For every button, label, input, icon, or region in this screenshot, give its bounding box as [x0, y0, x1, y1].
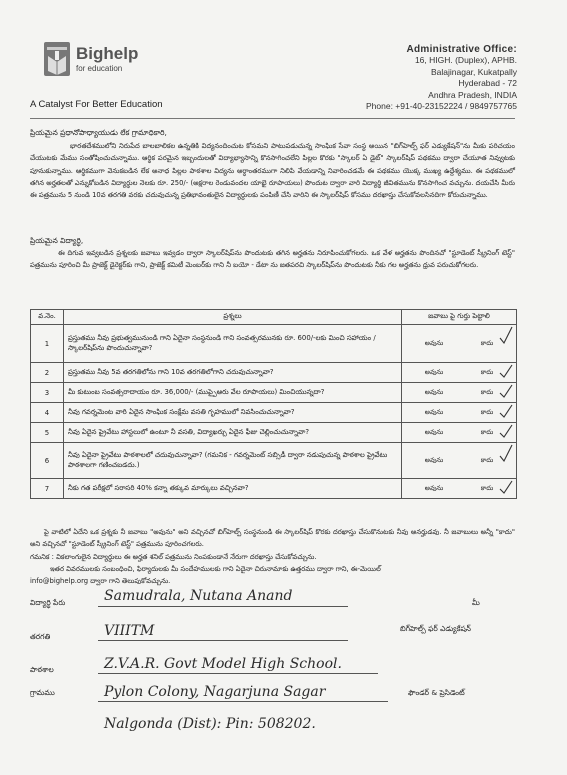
column-header-questions: ప్రశ్నలు [64, 310, 402, 325]
yes-option[interactable]: అవును [424, 455, 444, 464]
table-row [31, 325, 517, 363]
address-line: Hyderabad - 72 [458, 78, 517, 89]
school-value[interactable]: Z.V.A.R. Govt Model High School. [104, 656, 342, 672]
row-number: 6 [31, 443, 64, 479]
row-number: 5 [31, 423, 64, 443]
table-row [31, 363, 517, 383]
phone-line: Phone: +91-40-23152224 / 9849757765 [365, 101, 517, 112]
checkmark-icon [499, 480, 513, 496]
note-paragraph: గమనిక : వికలాంగులైన విద్యార్థులు ఈ అర్హత శనిల్ పత్రమును నింపకుండానే నేరుగా దరఖాస్తు చేసుకోవచ్చును. [30, 553, 317, 561]
row-number: 2 [31, 363, 64, 383]
address-line: Balajinagar, Kukatpally [430, 66, 517, 77]
no-option[interactable]: కాదు [480, 338, 494, 347]
school-underline [98, 673, 378, 674]
table-row [31, 403, 517, 423]
column-header-answer: జవాబు పై గుర్తు పెట్టాలి [402, 310, 517, 325]
row-number: 1 [31, 325, 64, 363]
question-text: ప్రస్తుతము నీవు 5వ తరగతిలోను గాని 10వ తరగతిలోగాని చదువుచున్నావా? [64, 363, 402, 383]
student-name-value[interactable]: Samudrala, Nutana Anand [104, 588, 293, 604]
office-address [366, 44, 517, 112]
yes-option[interactable]: అవును [424, 483, 444, 492]
answer-cell[interactable] [402, 403, 517, 423]
answer-cell[interactable] [402, 383, 517, 403]
student-paragraph: ఈ దిగువ ఇవ్వబడిన ప్రశ్నలకు జవాబు ఇవ్వడం ద్వారా స్కాలర్‌షిప్‌ను పొందుటకు తగిన అర్హతను నిరూపించుకోగలరు. ఒక వేళ అర్హతను పొందినచో "స్టూడెంట్ స్క్రీనింగ్ టెస్ట్" పత్రమును పూరించి మీ ప్రాజెక్ట్ డైరెక్టర్‌కు గాని, ప్రాజెక్ట్ కమిటీ మెంబర్‌కు గాని నీ బయో - డేటా ను జతపరచి స్కాలర్‌షిప్‌ను పొందుటకు నీకు గల అర్హతను ధ్రువ పరుచుకోగలరు. [30, 249, 515, 270]
answer-cell[interactable] [402, 325, 517, 363]
class-label: తరగతి [30, 632, 51, 641]
yes-option[interactable]: అవును [424, 427, 444, 436]
brand-subtitle: for education [76, 64, 123, 73]
checkmark-icon [499, 424, 513, 440]
address-line: 16, HIGH. (Duplex), APHB. [414, 55, 517, 66]
disqualification-paragraph: పై వాటిలో ఏదేని ఒక ప్రశ్నకు నీ జవాబు "అవును" అని వచ్చినచో బిగ్‌హెల్ప్ సంస్థనుండి ఈ స్కాలర్‌షిప్ కొరకు దరఖాస్తు చేసుకొనుటకు నీవు అనర్హుడవు. నీ జవాబులు అన్నీ "కాదు" అని వచ్చినచో "స్టూడెంట్ స్క్రీనింగ్ టెస్ట్" పత్రమును పూరించగలరు. [30, 528, 515, 549]
brand-name: Bighelp [76, 44, 139, 63]
intro-paragraph: భారతదేశములోని నిరుపేద బాలబాలికల ఉన్నతికి విద్యనందించుట కోసమని పాటుపడుచున్న సాంఘిక సేవా సంస్థ అయిన "బిగ్‌హెల్ప్ ఫర్ ఎడ్యుకేషన్"ను మీకు పరిచయం చేయుటకు మేము సంతోషించుచున్నాము. ఆర్థిక పరమైన ఇబ్బందులతో విద్యాభ్యాసాన్ని కొనసాగించలేని పిల్లల కొరకు "స్కాలర్ ఏ డైట్" స్కాలర్‌షిప్ పథకము ద్వారా చేయూత నివ్వుటకు పూనుకున్నాము. ఆర్థికముగా వెనుకబడిన లేక అనాధ పిల్లల పాఠశాల విద్యను అర్ధాంతరముగా నిలిపి వేయడాన్ని నివారించడమే ఈ పథకము యొక్క ముఖ్య ఉద్దేశ్యము. ఈ పథకములో తగిన అర్హతలతో ఎన్నుకోబడిన విద్యార్థుల నెలకు రూ. 250/- (అక్షరాల రెండువందల యాభై రూపాయలు) పొందుట ద్వారా వారి విద్యార్థి జీవితమును కొనసాగించ వచ్చును. దయచేసి మీరు ఈ పత్రమును 5 నుండి 10వ తరగతి వరకు చదువుచున్న ప్రతిభావంతులైన విద్యార్థులకు పంపిణీ చేసి వారిని ఈ స్కాలర్‌షిప్ కోసము దరఖాస్తు చేసుకోవలసినదిగా కోరుచున్నాము. [30, 142, 515, 200]
school-label: పాఠశాల [30, 665, 54, 674]
question-text: నీవు గవర్నమెంట వారి ఏదైన సాంఘిక సంక్షేమ వసతి గృహములో నివసించుచున్నావా? [64, 403, 402, 423]
question-text: ప్రస్తుతము నీవు ప్రభుత్వమునుండి గాని ఏదైనా సంస్థనుండి గాని సంవత్సరమునకు రూ. 600/-లకు మించి సహాయం / స్కాలర్‌షిప్‌ను పొందుచున్నావా? [64, 325, 402, 363]
table-row [31, 443, 517, 479]
checkmark-icon [499, 326, 513, 346]
no-option[interactable]: కాదు [480, 483, 494, 492]
question-text: నీవు ఏదైనా ప్రైవేటు పాఠశాలలో చదువుచున్నావా? (గమనిక - గవర్నమెంట్ సబ్సిడీ ద్వారా నడుపుచున్న పాఠశాల ప్రైవేటు పాఠశాలగా గణించబడదు.) [64, 443, 402, 479]
office-title: Administrative Office: [406, 44, 517, 55]
signature-title: ఫౌండర్ & ప్రెసిడెంట్ [408, 688, 465, 697]
checkmark-icon [499, 404, 513, 420]
signature-mi: మీ [472, 598, 480, 607]
checkmark-icon [499, 364, 513, 380]
table-row [31, 383, 517, 403]
checkmark-icon [499, 444, 513, 464]
yes-option[interactable]: అవును [424, 367, 444, 376]
row-number: 7 [31, 479, 64, 499]
yes-option[interactable]: అవును [424, 387, 444, 396]
no-option[interactable]: కాదు [480, 387, 494, 396]
question-text: నీకు గత పరీక్షలో సరాసరి 40% కన్నా తక్కువ మార్కులు వచ్చినవా? [64, 479, 402, 499]
tagline: A Catalyst For Better Education [30, 99, 163, 110]
class-underline [98, 640, 348, 641]
table-row [31, 479, 517, 499]
no-option[interactable]: కాదు [480, 427, 494, 436]
eligibility-table [30, 309, 517, 499]
table-header-row [31, 310, 517, 325]
answer-cell[interactable] [402, 423, 517, 443]
no-option[interactable]: కాదు [480, 407, 494, 416]
no-option[interactable]: కాదు [480, 367, 494, 376]
row-number: 3 [31, 383, 64, 403]
contact-email-line: info@bighelp.org ద్వారా గాని తెలుపుకోవచ్చును. [30, 577, 171, 585]
yes-option[interactable]: అవును [424, 338, 444, 347]
yes-option[interactable]: అవును [424, 407, 444, 416]
no-option[interactable]: కాదు [480, 455, 494, 464]
address-line: Andhra Pradesh, INDIA [428, 89, 517, 100]
answer-cell[interactable] [402, 443, 517, 479]
village-value-line2[interactable]: Nalgonda (Dist): Pin: 508202. [104, 716, 316, 732]
name-underline [98, 606, 348, 607]
bighelp-logo-icon [44, 42, 70, 76]
village-value-line1[interactable]: Pylon Colony, Nagarjuna Sagar [104, 684, 326, 700]
class-value[interactable]: VIIITM [104, 623, 155, 639]
answer-cell[interactable] [402, 363, 517, 383]
row-number: 4 [31, 403, 64, 423]
village-underline [98, 701, 388, 702]
village-label: గ్రామము [30, 688, 55, 697]
table-row [31, 423, 517, 443]
checkmark-icon [499, 384, 513, 400]
answer-cell[interactable] [402, 479, 517, 499]
signature-organization: బిగ్‌హెల్ప్ ఫర్ ఎడ్యుకేషన్ [400, 624, 471, 633]
column-header-no: వ.నెం. [31, 310, 64, 325]
question-text: మీ కుటుంబ సంవత్సరాదాయం రూ. 36,000/- (ముప్పైఆరు వేల రూపాయలు) మించియున్నదా? [64, 383, 402, 403]
header-divider [30, 118, 515, 119]
question-text: నీవు ఏదైన ప్రైవేటు హాస్టలులో ఉంటూ నీ వసతి, విద్యాఖర్చు ఏదైన ఫీజు చెల్లించుచున్నావా? [64, 423, 402, 443]
salutation-student: ప్రియమైన విద్యార్థి, [30, 236, 84, 245]
student-name-label: విద్యార్థి పేరు [30, 598, 66, 607]
contact-paragraph: ఇతర వివరములకు సంబంధించి, ఫిర్యాదులకు మీ సందేహములకు గాని ఏదైనా చిరునామాకు ఉత్తరము ద్వారా గాని, ఈ-మెయిల్ [50, 565, 381, 573]
salutation-headmaster: ప్రియమైన ప్రధానోపాధ్యాయుడు లేక గ్రామాధికారి, [30, 128, 167, 137]
